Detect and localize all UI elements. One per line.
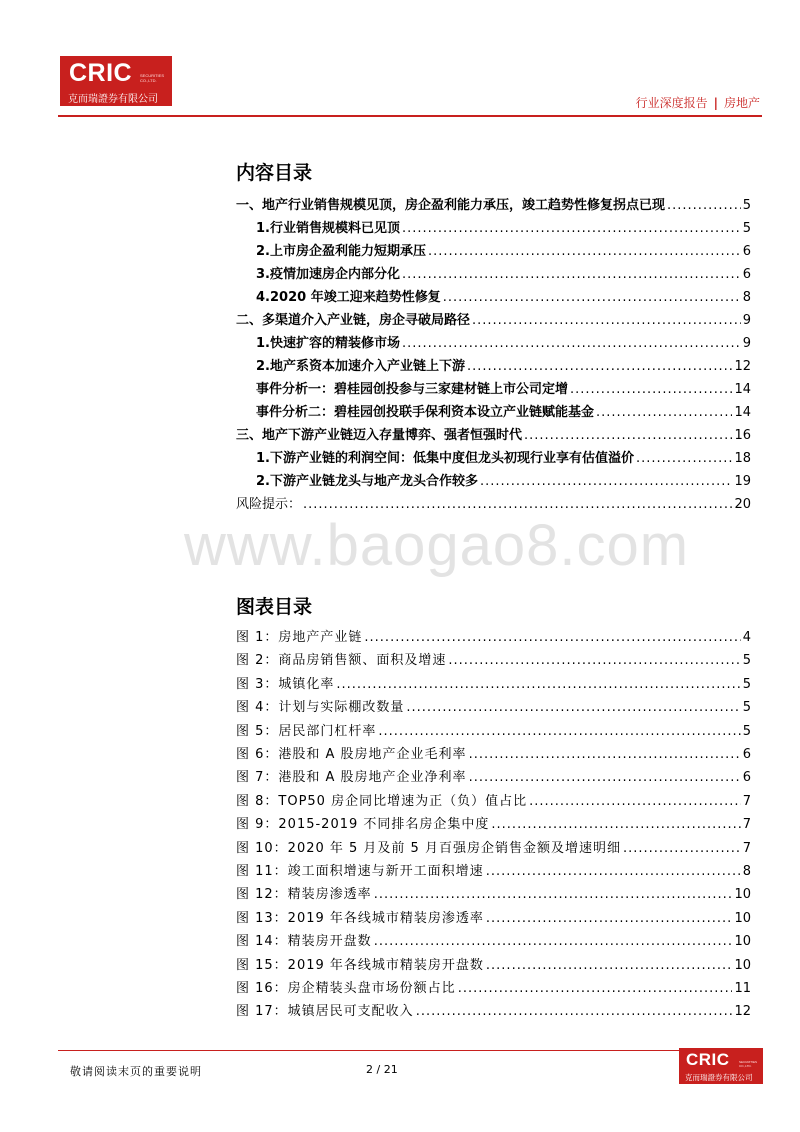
- toc-entry[interactable]: 风险提示： ..... 20: [236, 493, 751, 513]
- figure-entry[interactable]: 图 1：房地产产业链 ..... 4: [236, 626, 751, 646]
- figure-entry[interactable]: 图 14：精装房开盘数 ..... 10: [236, 930, 751, 950]
- industry-label: 房地产: [723, 96, 760, 110]
- logo-sub-cn: 克而瑞證券有限公司: [68, 94, 158, 105]
- logo-sub-en: SECURITIES CO.,LTD.: [739, 1060, 758, 1068]
- toc-entry[interactable]: 1.下游产业链的利润空间：低集中度但龙头初现行业享有估值溢价 ..... 18: [256, 447, 751, 467]
- toc-entry[interactable]: 1.行业销售规模料已见顶 ..... 5: [256, 217, 751, 237]
- toc-entry[interactable]: 事件分析二：碧桂园创投联手保利资本设立产业链赋能基金 ..... 14: [256, 401, 751, 421]
- toc-entry[interactable]: 事件分析一：碧桂园创投参与三家建材链上市公司定增 ..... 14: [256, 378, 751, 398]
- toc-entry[interactable]: 2.地产系资本加速介入产业链上下游 ..... 12: [256, 355, 751, 375]
- header-meta: [636, 94, 760, 111]
- company-logo: [60, 56, 172, 106]
- figure-entry[interactable]: 图 2：商品房销售额、面积及增速 ..... 5: [236, 649, 751, 669]
- report-type: 行业深度报告: [635, 96, 708, 110]
- toc-entry[interactable]: 二、多渠道介入产业链，房企寻破局路径 ..... 9: [236, 309, 751, 329]
- figure-entry[interactable]: 图 10：2020 年 5 月及前 5 月百强房企销售金额及增速明细 ..... 7: [236, 837, 751, 857]
- figure-entry[interactable]: 图 11：竣工面积增速与新开工面积增速 ..... 8: [236, 860, 751, 880]
- toc-entry[interactable]: 1.快速扩容的精装修市场 ..... 9: [256, 332, 751, 352]
- toc-title: 内容目录: [236, 162, 313, 184]
- figure-entry[interactable]: 图 15：2019 年各线城市精装房开盘数 ..... 10: [236, 954, 751, 974]
- header-separator: |: [713, 96, 718, 110]
- logo-sub-cn: 克而瑞證券有限公司: [685, 1073, 753, 1082]
- page-number: 2 / 21: [366, 1063, 398, 1076]
- figure-entry[interactable]: 图 5：居民部门杠杆率 ..... 5: [236, 720, 751, 740]
- figure-entry[interactable]: 图 16：房企精装头盘市场份额占比 ..... 11: [236, 977, 751, 997]
- watermark: www.baogao8.com: [184, 513, 690, 578]
- logo-sub-en: SECURITIES CO.,LTD.: [140, 73, 165, 83]
- figure-entry[interactable]: 图 7：港股和 A 股房地产企业净利率 ..... 6: [236, 766, 751, 786]
- figures-title: 图表目录: [236, 596, 313, 618]
- figure-entry[interactable]: 图 9：2015-2019 不同排名房企集中度 ..... 7: [236, 813, 751, 833]
- logo-mark: CRIC: [69, 59, 133, 87]
- toc-entry[interactable]: 2.下游产业链龙头与地产龙头合作较多 ..... 19: [256, 470, 751, 490]
- footer-rule: [58, 1050, 762, 1051]
- toc-entry[interactable]: 三、地产下游产业链迈入存量博弈、强者恒强时代 ..... 16: [236, 424, 751, 444]
- figure-entry[interactable]: 图 6：港股和 A 股房地产企业毛利率 ..... 6: [236, 743, 751, 763]
- header-rule: [58, 115, 762, 117]
- footer-note: 敬请阅读末页的重要说明: [70, 1065, 202, 1078]
- figure-entry[interactable]: 图 12：精装房渗透率 ..... 10: [236, 883, 751, 903]
- toc-entry[interactable]: 一、地产行业销售规模见顶，房企盈利能力承压，竣工趋势性修复拐点已现 ..... 5: [236, 194, 751, 214]
- logo-mark: CRIC: [686, 1050, 730, 1069]
- figure-entry[interactable]: 图 13：2019 年各线城市精装房渗透率 ..... 10: [236, 907, 751, 927]
- toc-entry[interactable]: 3.疫情加速房企内部分化 ..... 6: [256, 263, 751, 283]
- toc-entry[interactable]: 2.上市房企盈利能力短期承压 ..... 6: [256, 240, 751, 260]
- figure-entry[interactable]: 图 17：城镇居民可支配收入 ..... 12: [236, 1000, 751, 1020]
- toc-entry[interactable]: 4.2020 年竣工迎来趋势性修复 ..... 8: [256, 286, 751, 306]
- footer-logo: [679, 1048, 763, 1084]
- figure-entry[interactable]: 图 3：城镇化率 ..... 5: [236, 673, 751, 693]
- figure-entry[interactable]: 图 4：计划与实际棚改数量 ..... 5: [236, 696, 751, 716]
- figure-entry[interactable]: 图 8：TOP50 房企同比增速为正（负）值占比 ..... 7: [236, 790, 751, 810]
